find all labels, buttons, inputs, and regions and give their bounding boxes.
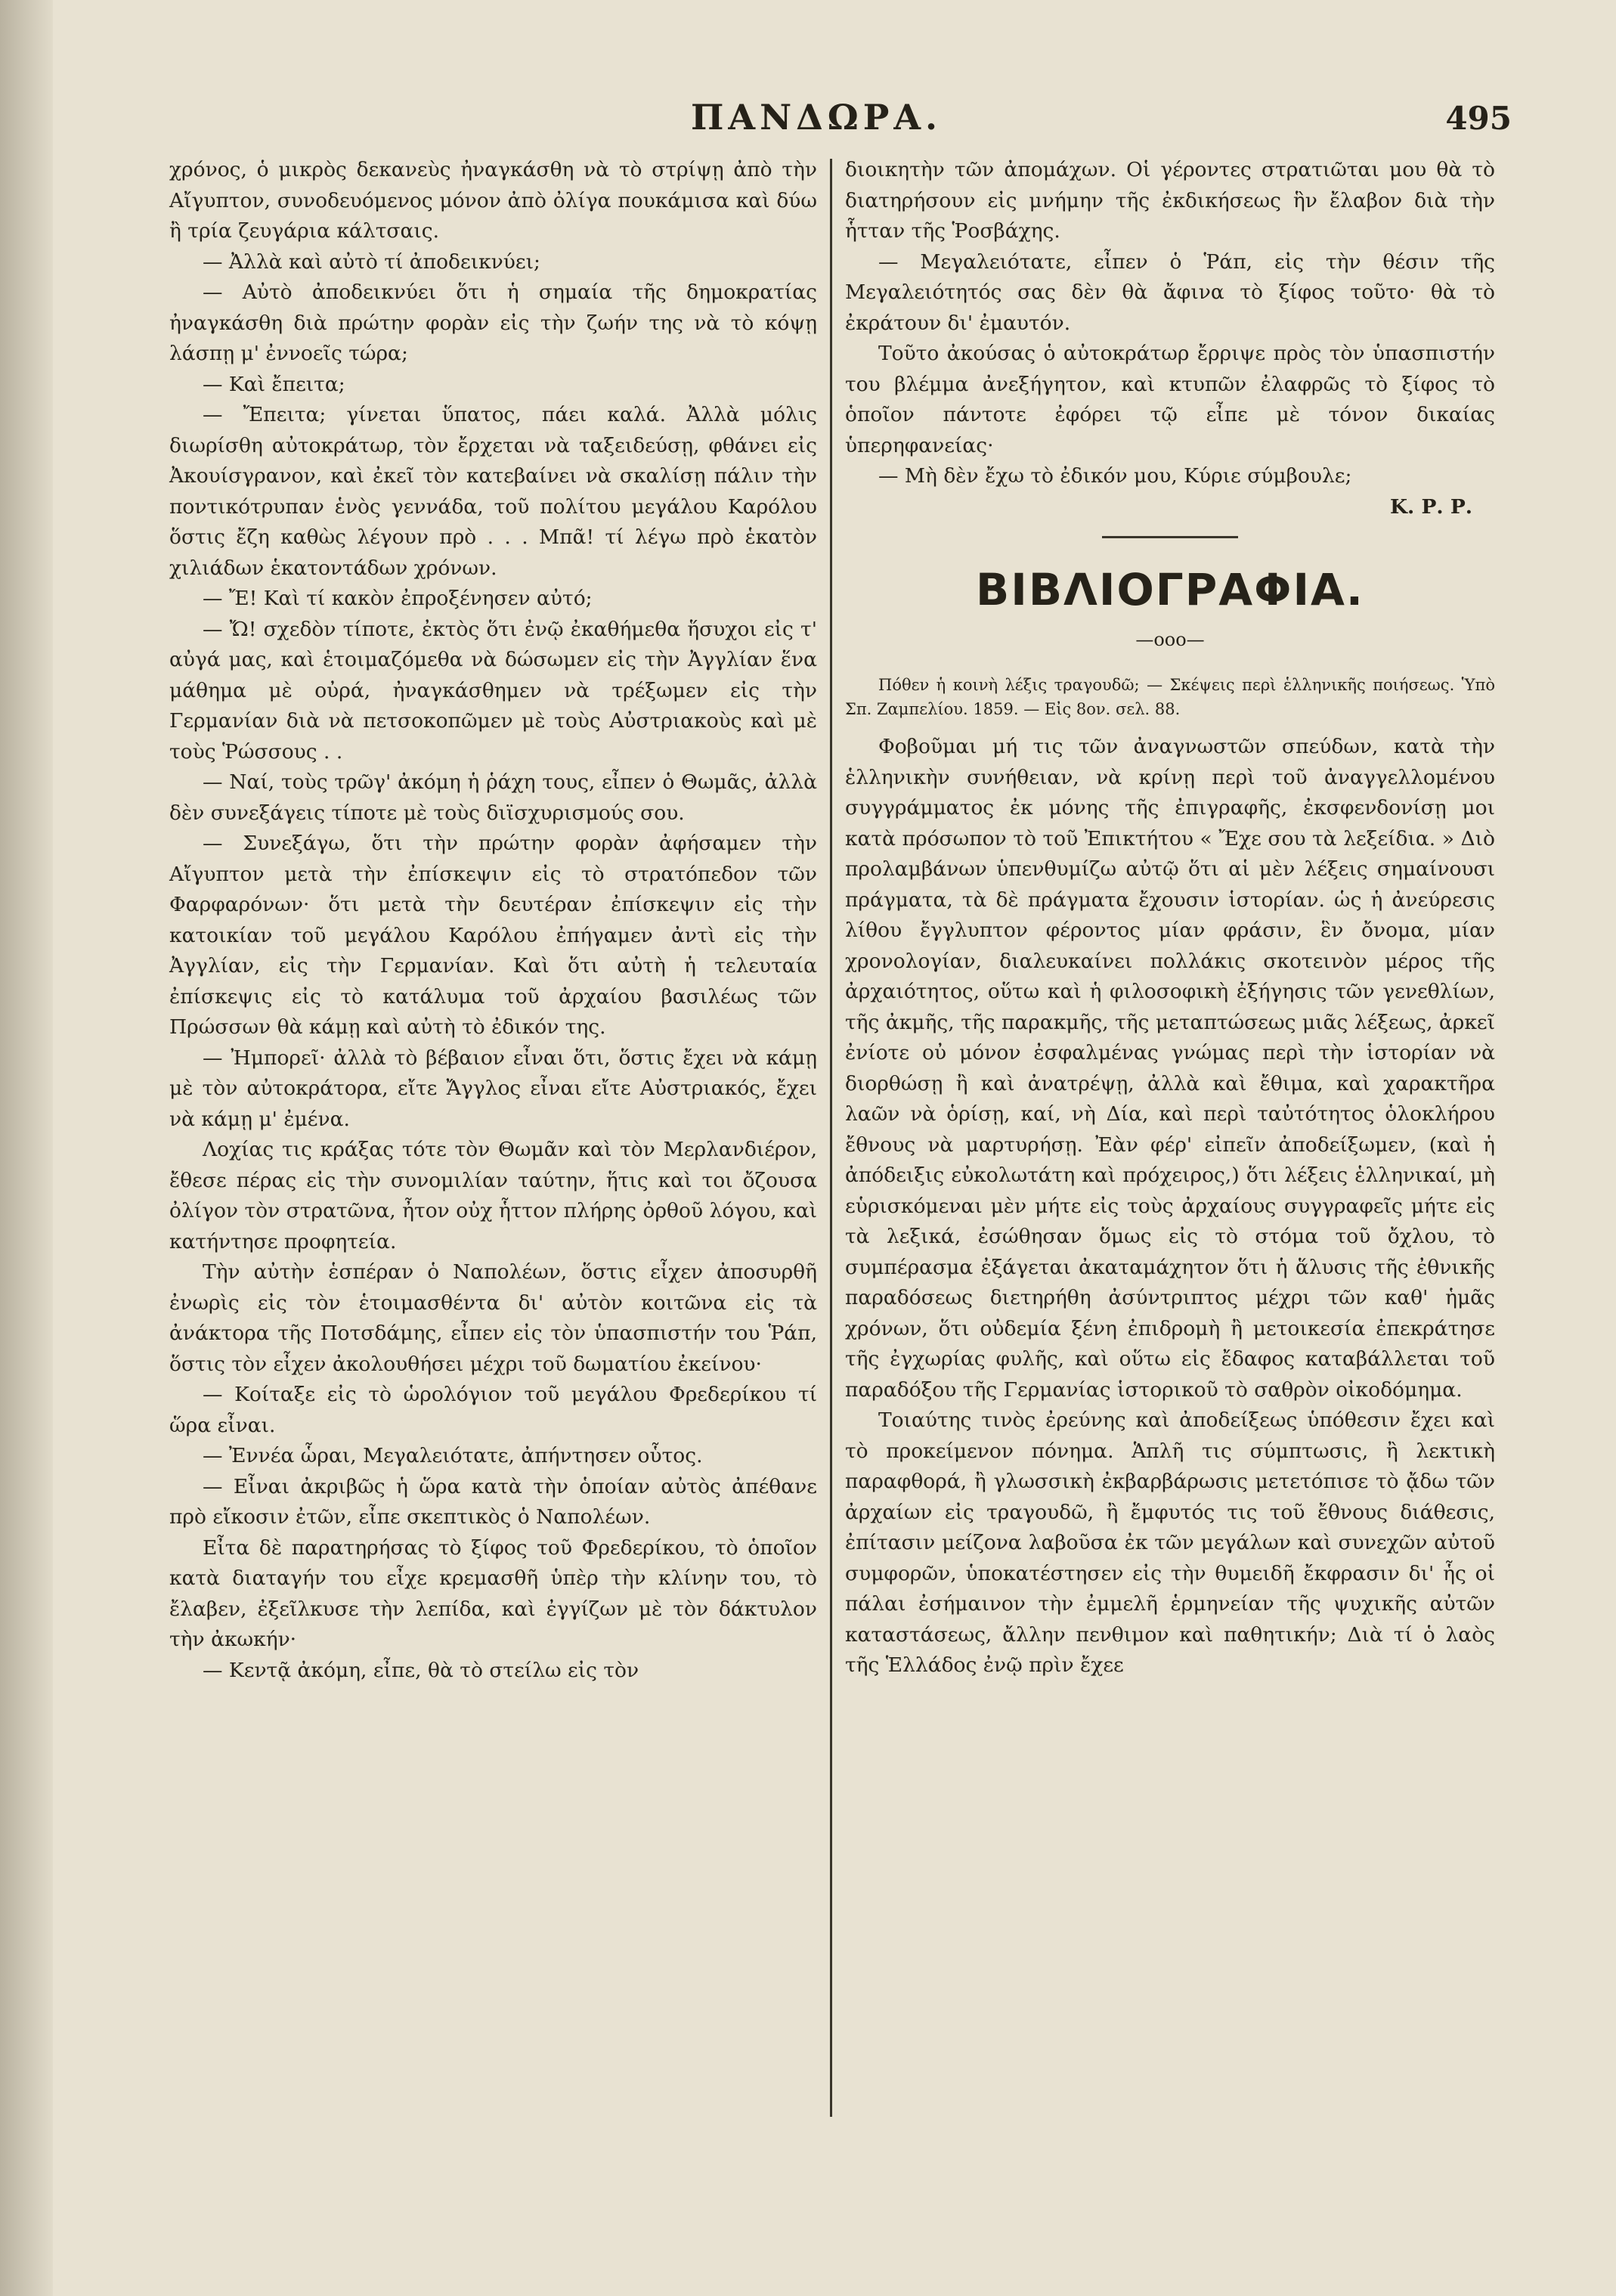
paragraph: Τοῦτο ἀκούσας ὁ αὐτοκράτωρ ἔρριψε πρὸς τὸν ὑπασπιστήν του βλέμμα ἀνεξήγητον, καὶ κτυπῶν ἐλαφρῶς τὸ ξίφος τὸ ὁποῖον πάντοτε ἐφόρει τῷ εἶπε μὲ τόνον δικαίας ὑπερηφανείας· xyxy=(845,342,1495,457)
paragraph: διοικητὴν τῶν ἀπομάχων. Οἱ γέροντες στρατιῶται μου θὰ τὸ διατηρήσουν εἰς μνήμην τῆς ἐκδικήσεως ἣν ἔλαβον διὰ τὴν ἧτταν τῆς Ῥοσβάχης. xyxy=(845,158,1495,243)
paragraph: — Ναί, τοὺς τρῶγ' ἀκόμη ἡ ῥάχη τους, εἶπεν ὁ Θωμᾶς, ἀλλὰ δὲν συνεξάγεις τίποτε μὲ τοὺς διϊσχυρισμούς σου. xyxy=(169,770,817,825)
paragraph: Λοχίας τις κράξας τότε τὸν Θωμᾶν καὶ τὸν Μερλανδιέρον, ἔθεσε πέρας εἰς τὴν συνομιλίαν ταύτην, ἥτις καὶ τοι ὄζουσα ὀλίγον τὸν στρατῶνα, ἦτον οὐχ ἧττον πλήρης ὀρθοῦ λόγου, καὶ κατήντησε προφητεία. xyxy=(169,1138,817,1253)
paragraph: — Κεντᾷ ἀκόμη, εἶπε, θὰ τὸ στείλω εἰς τὸν xyxy=(203,1658,639,1682)
page-number: 495 xyxy=(1445,100,1512,137)
section-title: ΒΙΒΛΙΟΓΡΑΦΙΑ. xyxy=(976,564,1364,615)
paragraph: Τοιαύτης τινὸς ἐρεύνης καὶ ἀποδείξεως ὑπόθεσιν ἔχει καὶ τὸ προκείμενον πόνημα. Ἁπλῆ τις σύμπτωσις, ἢ λεκτικὴ παραφθορά, ἢ γλωσσικὴ ἐκβαρβάρωσις μετετόπισε τὸ ᾄδω τῶν ἀρχαίων εἰς τραγουδῶ, ἢ ἔμφυτός τις τοῦ ἔθνους διάθεσις, ἐπίτασιν μείζονα λαβοῦσα ἐκ τῶν μεγάλων καὶ συνεχῶν αὐτοῦ συμφορῶν, ὑποκατέστησεν εἰς τὴν θυμειδῆ ἔκφρασιν δι' ἧς οἱ πάλαι ἐσήμαινον τὴν ἐμμελῆ ἑρμηνείαν τῆς ψυχικῆς αὐτῶν καταστάσεως, ἄλλην πενθιμον καὶ παθητικήν; Διὰ τί ὁ λαὸς τῆς Ἑλλάδος ἐνῷ πρὶν ἔχεε xyxy=(845,1408,1495,1677)
section-divider xyxy=(1102,536,1238,538)
paragraph: — Αὐτὸ ἀποδεικνύει ὅτι ἡ σημαία τῆς δημοκρατίας ἠναγκάσθη διὰ πρώτην φορὰν εἰς τὴν ζωήν της νὰ τὸ κόψῃ λάσπῃ μ' ἐννοεῖς τώρα; xyxy=(169,280,817,365)
paragraph: — Κοίταξε εἰς τὸ ὡρολόγιον τοῦ μεγάλου Φρεδερίκου τί ὥρα εἶναι. xyxy=(169,1383,817,1437)
paragraph: Τὴν αὐτὴν ἑσπέραν ὁ Ναπολέων, ὅστις εἶχεν ἀποσυρθῆ ἐνωρὶς εἰς τὸν ἑτοιμασθέντα δι' αὐτὸν κοιτῶνα εἰς τὰ ἀνάκτορα τῆς Ποτσδάμης, εἶπεν εἰς τὸν ὑπασπιστήν του Ῥάπ, ὅστις τὸν εἶχεν ἀκολουθήσει μέχρι τοῦ δωματίου ἐκείνου· xyxy=(169,1260,817,1376)
paragraph: — Ὤ! σχεδὸν τίποτε, ἐκτὸς ὅτι ἐνῷ ἐκαθήμεθα ἥσυχοι εἰς τ' αὐγά μας, καὶ ἑτοιμαζόμεθα νὰ δώσωμεν εἰς τὴν Ἀγγλίαν ἕνα μάθημα μὲ οὐρά, ἠναγκάσθημεν νὰ τρέξωμεν εἰς τὴν Γερμανίαν διὰ νὰ πετσοκοπῶμεν μὲ τοὺς Αὐστριακοὺς καὶ μὲ τοὺς Ῥώσσους . . xyxy=(169,617,817,764)
paragraph: — Μεγαλειότατε, εἶπεν ὁ Ῥάπ, εἰς τὴν θέσιν τῆς Μεγαλειότητός σας δὲν θὰ ἄφινα τὸ ξίφος τοῦτο· θὰ τὸ ἐκράτουν δι' ἐμαυτόν. xyxy=(845,249,1495,335)
book-citation: Πόθεν ἡ κοινὴ λέξις τραγουδῶ; — Σκέψεις περὶ ἑλληνικῆς ποιήσεως. Ὑπὸ Σπ. Ζαμπελίου. 1859. — Εἰς 8ον. σελ. 88. xyxy=(845,676,1495,718)
paragraph: — Ἀλλὰ καὶ αὐτὸ τί ἀποδεικνύει; xyxy=(203,249,540,274)
paragraph: — Συνεξάγω, ὅτι τὴν πρώτην φορὰν ἀφήσαμεν τὴν Αἴγυπτον μετὰ τὴν ἐπίσκεψιν εἰς τὸ στρατόπεδον τῶν Φαρφαρόνων· ὅτι μετὰ τὴν δευτέραν ἐπίσκεψιν εἰς τὴν κατοικίαν τοῦ μεγάλου Καρόλου ἐπήγαμεν ἀντὶ εἰς τὴν Ἀγγλίαν, εἰς τὴν Γερμανίαν. Καὶ ὅτι αὐτὴ ἡ τελευταία ἐπίσκεψις εἰς τὸ κατάλυμα τοῦ ἀρχαίου βασιλέως τῶν Πρώσσων θὰ κάμῃ καὶ αὐτὴ τὸ ἐδικόν της. xyxy=(169,832,817,1039)
page-header xyxy=(166,97,1512,142)
paragraph: — Ἔπειτα; γίνεται ὕπατος, πάει καλά. Ἀλλὰ μόλις διωρίσθη αὐτοκράτωρ, τὸν ἔρχεται νὰ ταξειδεύσῃ, φθάνει εἰς Ἀκουίσγρανον, καὶ ἐκεῖ τὸν κατεβαίνει νὰ σκαλίσῃ πάλιν τὴν ποντικότρυπαν ἑνὸς γεννάδα, τοῦ πολίτου μεγάλου Καρόλου ὅστις ἔζη καθὼς λέγουν πρὸ . . . Μπᾶ! τί λέγω πρὸ ἑκατὸν χιλιάδων ἑκατοντάδων χρόνων. xyxy=(169,403,817,580)
column-divider xyxy=(830,159,832,2117)
paragraph: — Ἠμπορεῖ· ἀλλὰ τὸ βέβαιον εἶναι ὅτι, ὅστις ἔχει νὰ κάμῃ μὲ τὸν αὐτοκράτορα, εἴτε Ἄγγλος εἶναι εἴτε Αὐστριακός, ἔχει νὰ κάμῃ μ' ἐμένα. xyxy=(169,1046,817,1131)
paragraph: χρόνος, ὁ μικρὸς δεκανεὺς ἠναγκάσθη νὰ τὸ στρίψῃ ἀπὸ τὴν Αἴγυπτον, συνοδευόμενος μόνον ἀπὸ ὀλίγα πουκάμισα καὶ δύω ἢ τρία ζευγάρια κάλτσαις. xyxy=(169,158,817,243)
author-signature: Κ. Ρ. Ρ. xyxy=(1389,494,1472,519)
paragraph: — Καὶ ἔπειτα; xyxy=(203,372,345,396)
paragraph: — Ἐννέα ὧραι, Μεγαλειότατε, ἀπήντησεν οὗτος. xyxy=(203,1444,703,1467)
binding-gutter xyxy=(0,0,53,2296)
masthead-title: ΠΑΝΔΩΡΑ. xyxy=(690,97,943,138)
left-column xyxy=(169,155,817,1686)
paragraph: Εἶτα δὲ παρατηρήσας τὸ ξίφος τοῦ Φρεδερίκου, τὸ ὁποῖον κατὰ διαταγήν του εἶχε κρεμασθῆ ὑπὲρ τὴν κλίνην του, τὸ ἔλαβεν, ἐξεῖλκυσε τὴν λεπίδα, καὶ ἐγγίζων μὲ τὸν δάκτυλον τὴν ἀκωκήν· xyxy=(169,1535,817,1651)
paragraph: Φοβοῦμαι μή τις τῶν ἀναγνωστῶν σπεύδων, κατὰ τὴν ἑλληνικὴν συνήθειαν, νὰ κρίνῃ περὶ τοῦ ἀναγγελλομένου συγγράμματος ἐκ μόνης τῆς ἐπιγραφῆς, ἐκσφενδονίσῃ μοι κατὰ πρόσωπον τὸ τοῦ Ἐπικτήτου « Ἔχε σου τὰ λεξείδια. » Διὸ προλαμβάνων ὑπενθυμίζω αὐτῷ ὅτι αἱ μὲν λέξεις σημαίνουσι πράγματα, τὰ δὲ πράγματα ἔχουσιν ἱστορίαν. ὡς ἡ ἀνεύρεσις λίθου ἔγγλυπτον φέροντος μίαν φράσιν, ἓν ὄνομα, μίαν χρονολογίαν, διαλευκαίνει πολλάκις σκοτεινὸν μέρος τῆς ἀρχαιότητος, οὕτω καὶ ἡ φιλοσοφικὴ ἐξήγησις τῶν γενεθλίων, τῆς ἀκμῆς, τῆς παρακμῆς, τῆς μεταπτώσεως μιᾶς λέξεως, ἀρκεῖ ἐνίοτε οὐ μόνον ἐσφαλμένας γνώμας περὶ τὴν ἱστορίαν νὰ διορθώσῃ ἢ καὶ ἀνατρέψῃ, ἀλλὰ καὶ ἔθιμα, καὶ χαρακτῆρα λαῶν νὰ ὁρίσῃ, καί, νὴ Δία, καὶ περὶ ταὐτότητος ὁλοκλήρου ἔθνους νὰ μαρτυρήσῃ. Ἐὰν φέρ' εἰπεῖν ἀποδείξωμεν, (καὶ ἡ ἀπόδειξις εὐκολωτάτη καὶ πρόχειρος,) ὅτι λέξεις ἑλληνικαί, μὴ εὑρισκόμεναι μὲν μήτε εἰς τοὺς ἀρχαίους συγγραφεῖς μήτε εἰς τὰ λεξικά, ἐσώθησαν ὅμως εἰς τὸ στόμα τοῦ ὄχλου, τὸ συμπέρασμα ἐξάγεται ἀκαταμάχητον ὅτι ἡ ἅλυσις τῆς ἐθνικῆς παραδόσεως διετηρήθη ἀσύντριπτος μέχρι τῶν καθ' ἡμᾶς χρόνων, ὅτι οὐδεμία ξένη ἐπιδρομὴ ἢ μετοικεσία ἐπεκράτησε τῆς ἐγχωρίας φυλῆς, καὶ οὕτω εἰς ἔδαφος καταβάλλεται τοῦ παραδόξου τῆς Γερμανίας ἱστορικοῦ τὸ σαθρὸν οἰκοδόμημα. xyxy=(845,735,1495,1402)
paragraph: — Ἔ! Καὶ τί κακὸν ἐπροξένησεν αὐτό; xyxy=(203,587,593,610)
paragraph: — Εἶναι ἀκριβῶς ἡ ὥρα κατὰ τὴν ὁποίαν αὐτὸς ἀπέθανε πρὸ εἴκοσιν ἐτῶν, εἶπε σκεπτικὸς ὁ Ναπολέων. xyxy=(169,1474,817,1529)
title-ornament: —ooo— xyxy=(1135,629,1205,650)
paragraph: — Μὴ δὲν ἔχω τὸ ἐδικόν μου, Κύριε σύμβουλε; xyxy=(878,464,1352,488)
right-column xyxy=(845,155,1495,1681)
